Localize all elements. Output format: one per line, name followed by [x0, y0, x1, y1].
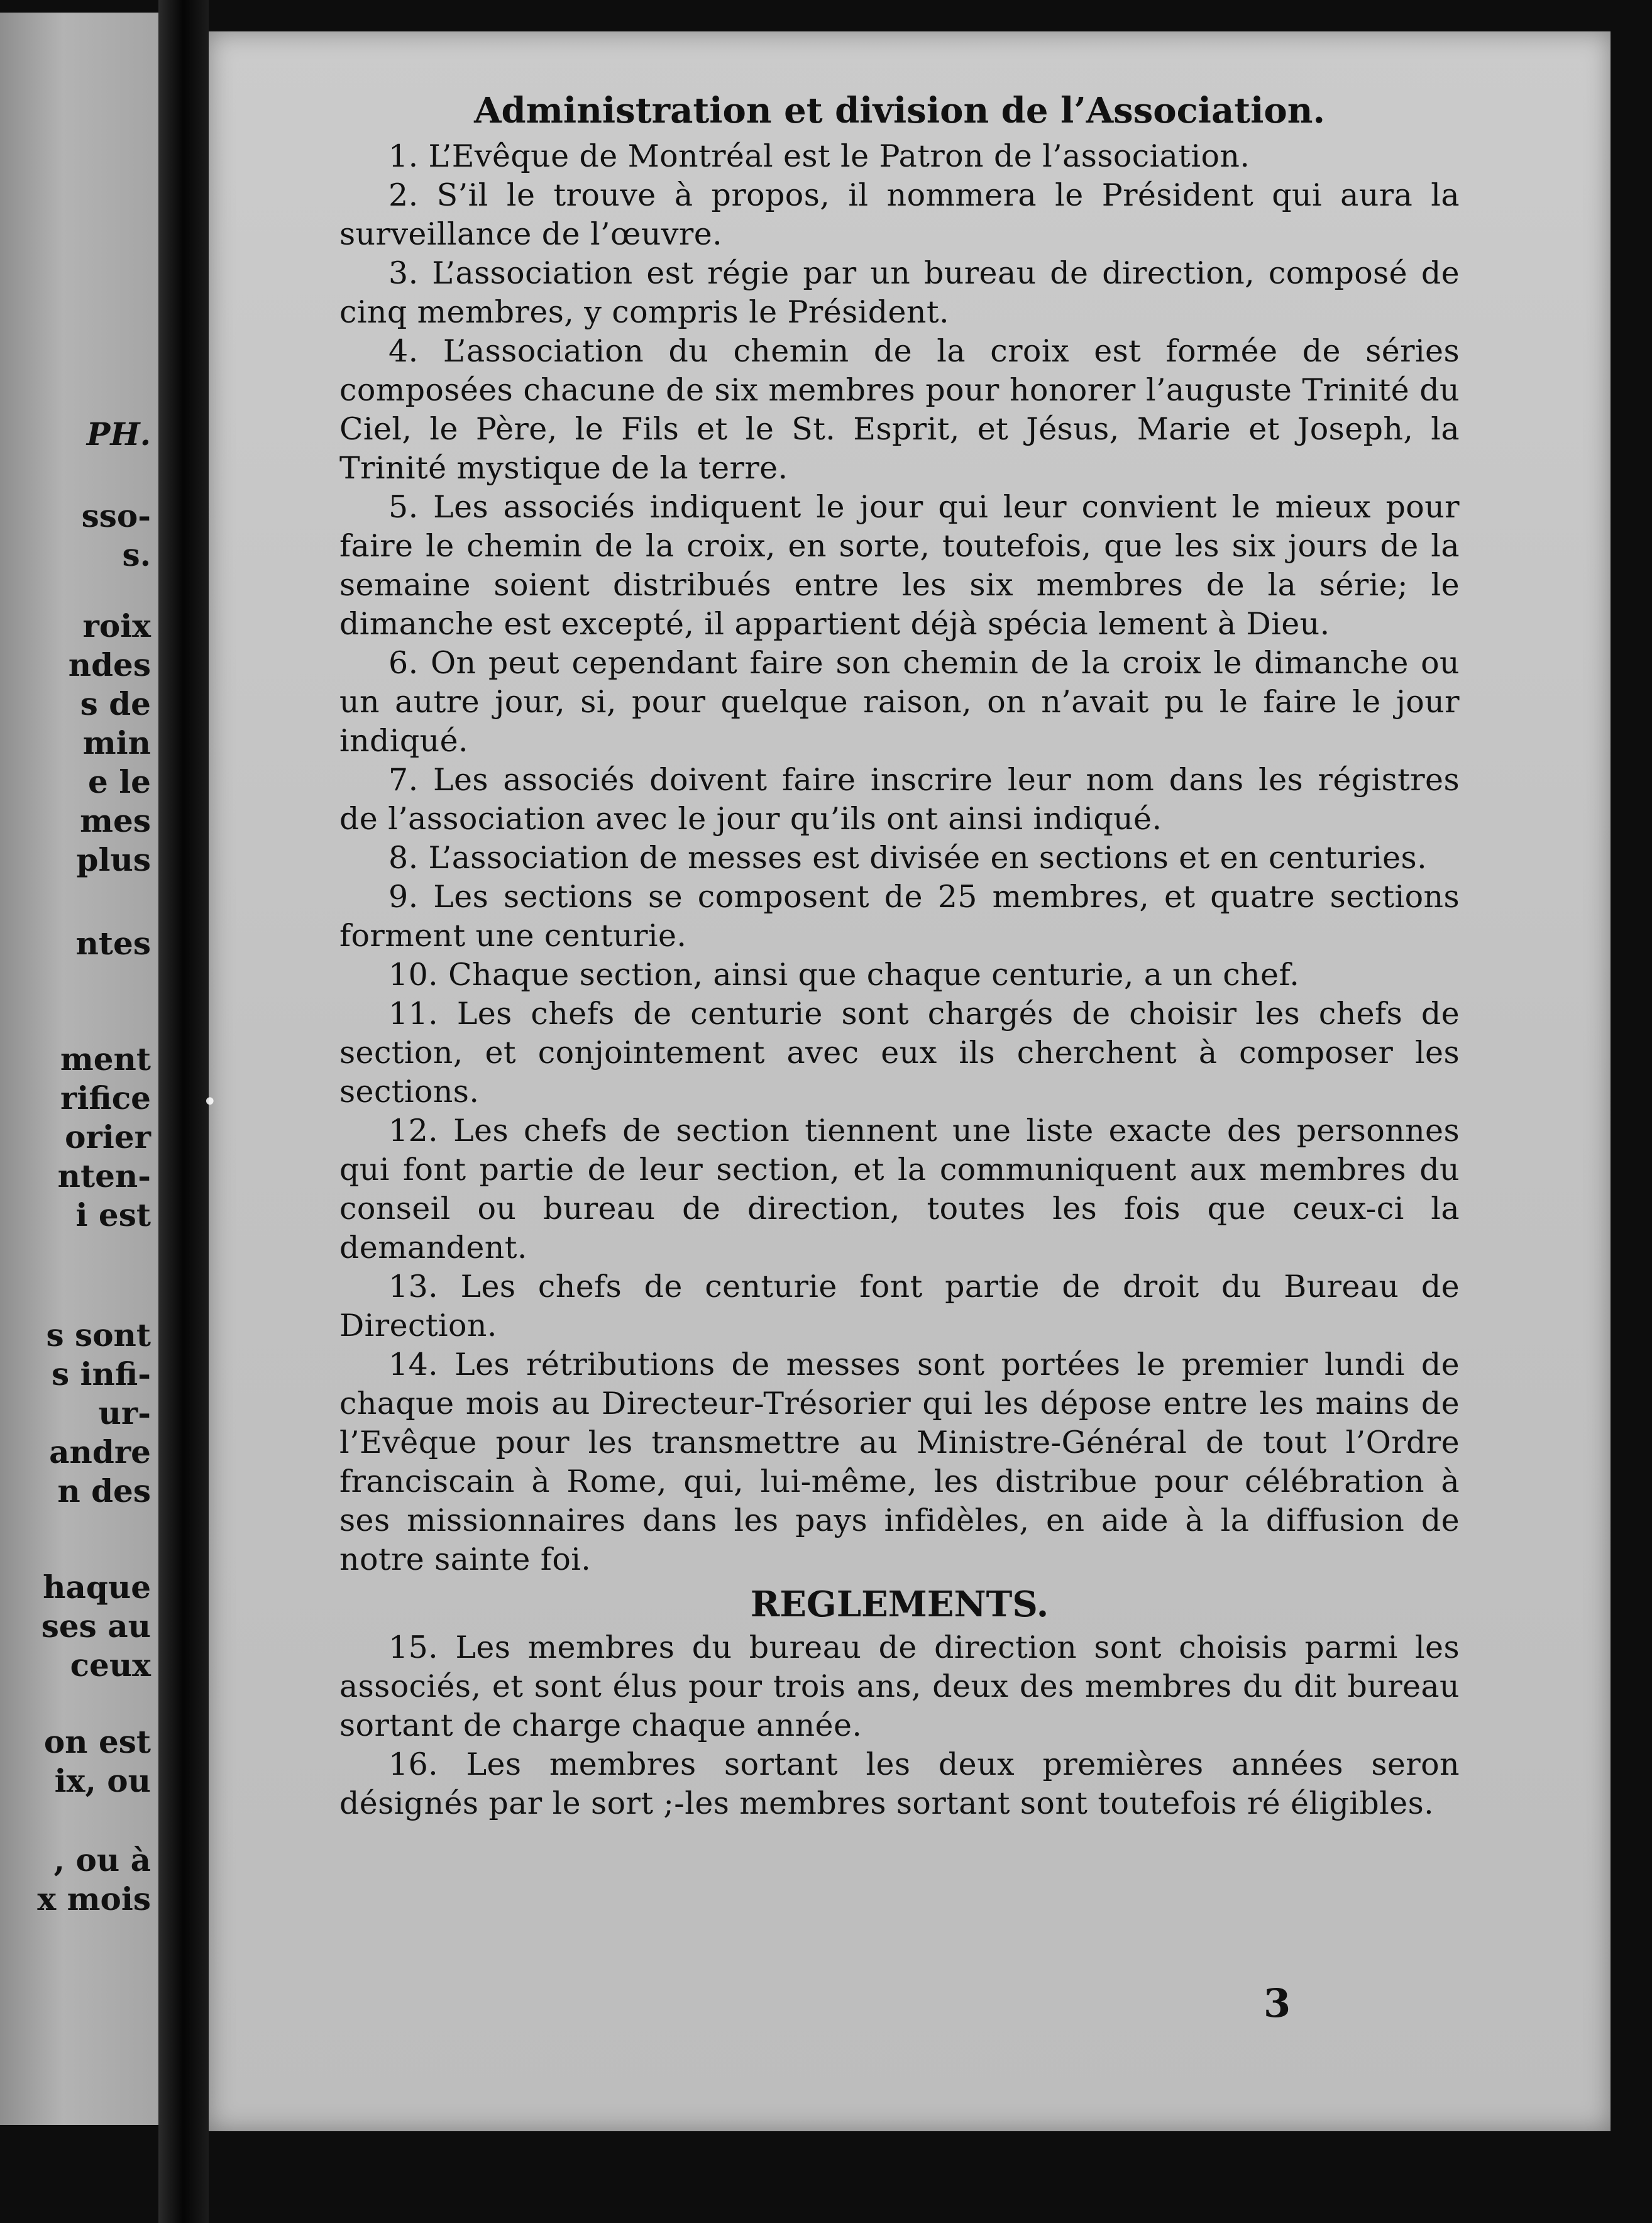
article-paragraph: 14. Les rétributions de messes sont portées le premier lundi de chaque mois au Directeur-Trésorier qui les dépose entre les mains de l’Evêque pour les transmettre au Ministre-Général de tout l’Ordre franciscain à Rome, qui, lui-même, les distribue pour célébration à ses missionnaires dans les pays infidèles, en aide à la diffusion de notre sainte foi. — [339, 1347, 1460, 1577]
article-paragraph: 11. Les chefs de centurie sont chargés de choisir les chefs de section, et conjointement avec eux ils cherchent à composer les sections. — [339, 996, 1460, 1110]
page-text — [339, 88, 1460, 1823]
left-page-fragment: ses au — [41, 1608, 151, 1645]
article-paragraph: 6. On peut cependant faire son chemin de la croix le dimanche ou un autre jour, si, pour quelque raison, on n’avait pu le faire le jour indiqué. — [339, 645, 1460, 759]
section-heading: REGLEMENTS. — [750, 1584, 1049, 1625]
page-number: 3 — [1264, 1980, 1291, 2026]
left-page-fragment: rifice — [60, 1079, 151, 1117]
left-page-fragment: nten- — [57, 1157, 151, 1194]
page-heading: Administration et division de l’Association. — [474, 90, 1325, 131]
left-page-fragment: ndes — [68, 646, 151, 683]
left-page-fragment: haque — [43, 1569, 151, 1606]
left-page-fragment: on est — [43, 1723, 151, 1760]
article-paragraph: 13. Les chefs de centurie font partie de droit du Bureau de Direction. — [339, 1269, 1460, 1343]
article-paragraph: 12. Les chefs de section tiennent une liste exacte des personnes qui font partie de leur section, et la communiquent aux membres du conseil ou bureau de direction, toutes les fois que ceux-ci la demandent. — [339, 1113, 1460, 1266]
left-page-fragment: mes — [80, 802, 151, 839]
article-paragraph: 2. S’il le trouve à propos, il nommera le Président qui aura la surveillance de l’œuvre. — [339, 177, 1460, 252]
left-page-fragment: sso- — [81, 497, 151, 534]
left-page-fragment: n des — [57, 1472, 151, 1509]
left-page-fragment: orier — [65, 1118, 151, 1156]
left-page-fragment: i est — [75, 1196, 151, 1233]
left-page-fragment: ntes — [75, 925, 151, 962]
left-page-fragment: s sont — [46, 1316, 151, 1354]
left-page-fragment: andre — [49, 1433, 151, 1470]
left-page-fragment: , ou à — [53, 1841, 151, 1878]
article-paragraph: 3. L’association est régie par un bureau de direction, composé de cinq membres, y compris le Président. — [339, 255, 1460, 330]
left-page-fragment: ur- — [98, 1394, 151, 1431]
left-page-fragment: ix, ou — [54, 1762, 151, 1799]
left-page-fragment: s de — [80, 685, 151, 722]
left-page-fragment: ment — [60, 1040, 151, 1078]
article-paragraph: 10. Chaque section, ainsi que chaque centurie, a un chef. — [388, 957, 1300, 993]
left-facing-page — [0, 13, 158, 2125]
article-paragraph: 5. Les associés indiquent le jour qui leur convient le mieux pour faire le chemin de la croix, en sorte, toutefois, que les six jours de la semaine soient distribués entre les six membres de la série; le dimanche est excepté, il appartient déjà spécia lement à Dieu. — [339, 489, 1460, 642]
articles-list-reglements — [339, 1628, 1460, 1823]
left-page-fragment: plus — [76, 841, 151, 878]
left-page-fragment: e le — [87, 763, 151, 800]
article-paragraph: 7. Les associés doivent faire inscrire leur nom dans les régistres de l’association avec le jour qu’ils ont ainsi indiqué. — [339, 762, 1460, 837]
article-paragraph: 4. L’association du chemin de la croix est formée de séries composées chacune de six membres pour honorer l’auguste Trinité du Ciel, le Père, le Fils et le St. Esprit, et Jésus, Marie et Joseph, la Trinité mystique de la terre. — [339, 333, 1460, 486]
left-page-fragment: x mois — [37, 1880, 151, 1917]
article-paragraph: 9. Les sections se composent de 25 membres, et quatre sections forment une centurie. — [339, 879, 1460, 954]
left-page-fragment: s infi- — [51, 1355, 151, 1393]
article-paragraph: 1. L’Evêque de Montréal est le Patron de l’association. — [388, 138, 1250, 174]
article-paragraph: 16. Les membres sortant les deux premières années seron désignés par le sort ;-les membres sortant sont toutefois ré éligibles. — [339, 1746, 1460, 1821]
left-page-fragment: ceux — [70, 1647, 151, 1684]
left-page-fragment: s. — [122, 536, 151, 573]
left-page-fragment: min — [82, 724, 151, 761]
articles-list-administration — [339, 137, 1460, 1579]
article-paragraph: 8. L’association de messes est divisée en sections et en centuries. — [388, 840, 1428, 876]
article-paragraph: 15. Les membres du bureau de direction sont choisis parmi les associés, et sont élus pour trois ans, deux des membres du dit bureau sortant de charge chaque année. — [339, 1630, 1460, 1743]
book-spine — [158, 0, 209, 2223]
left-page-fragment: roix — [82, 607, 151, 644]
scan-speck: • — [202, 1088, 218, 1117]
left-page-fragment: PH. — [86, 416, 151, 453]
